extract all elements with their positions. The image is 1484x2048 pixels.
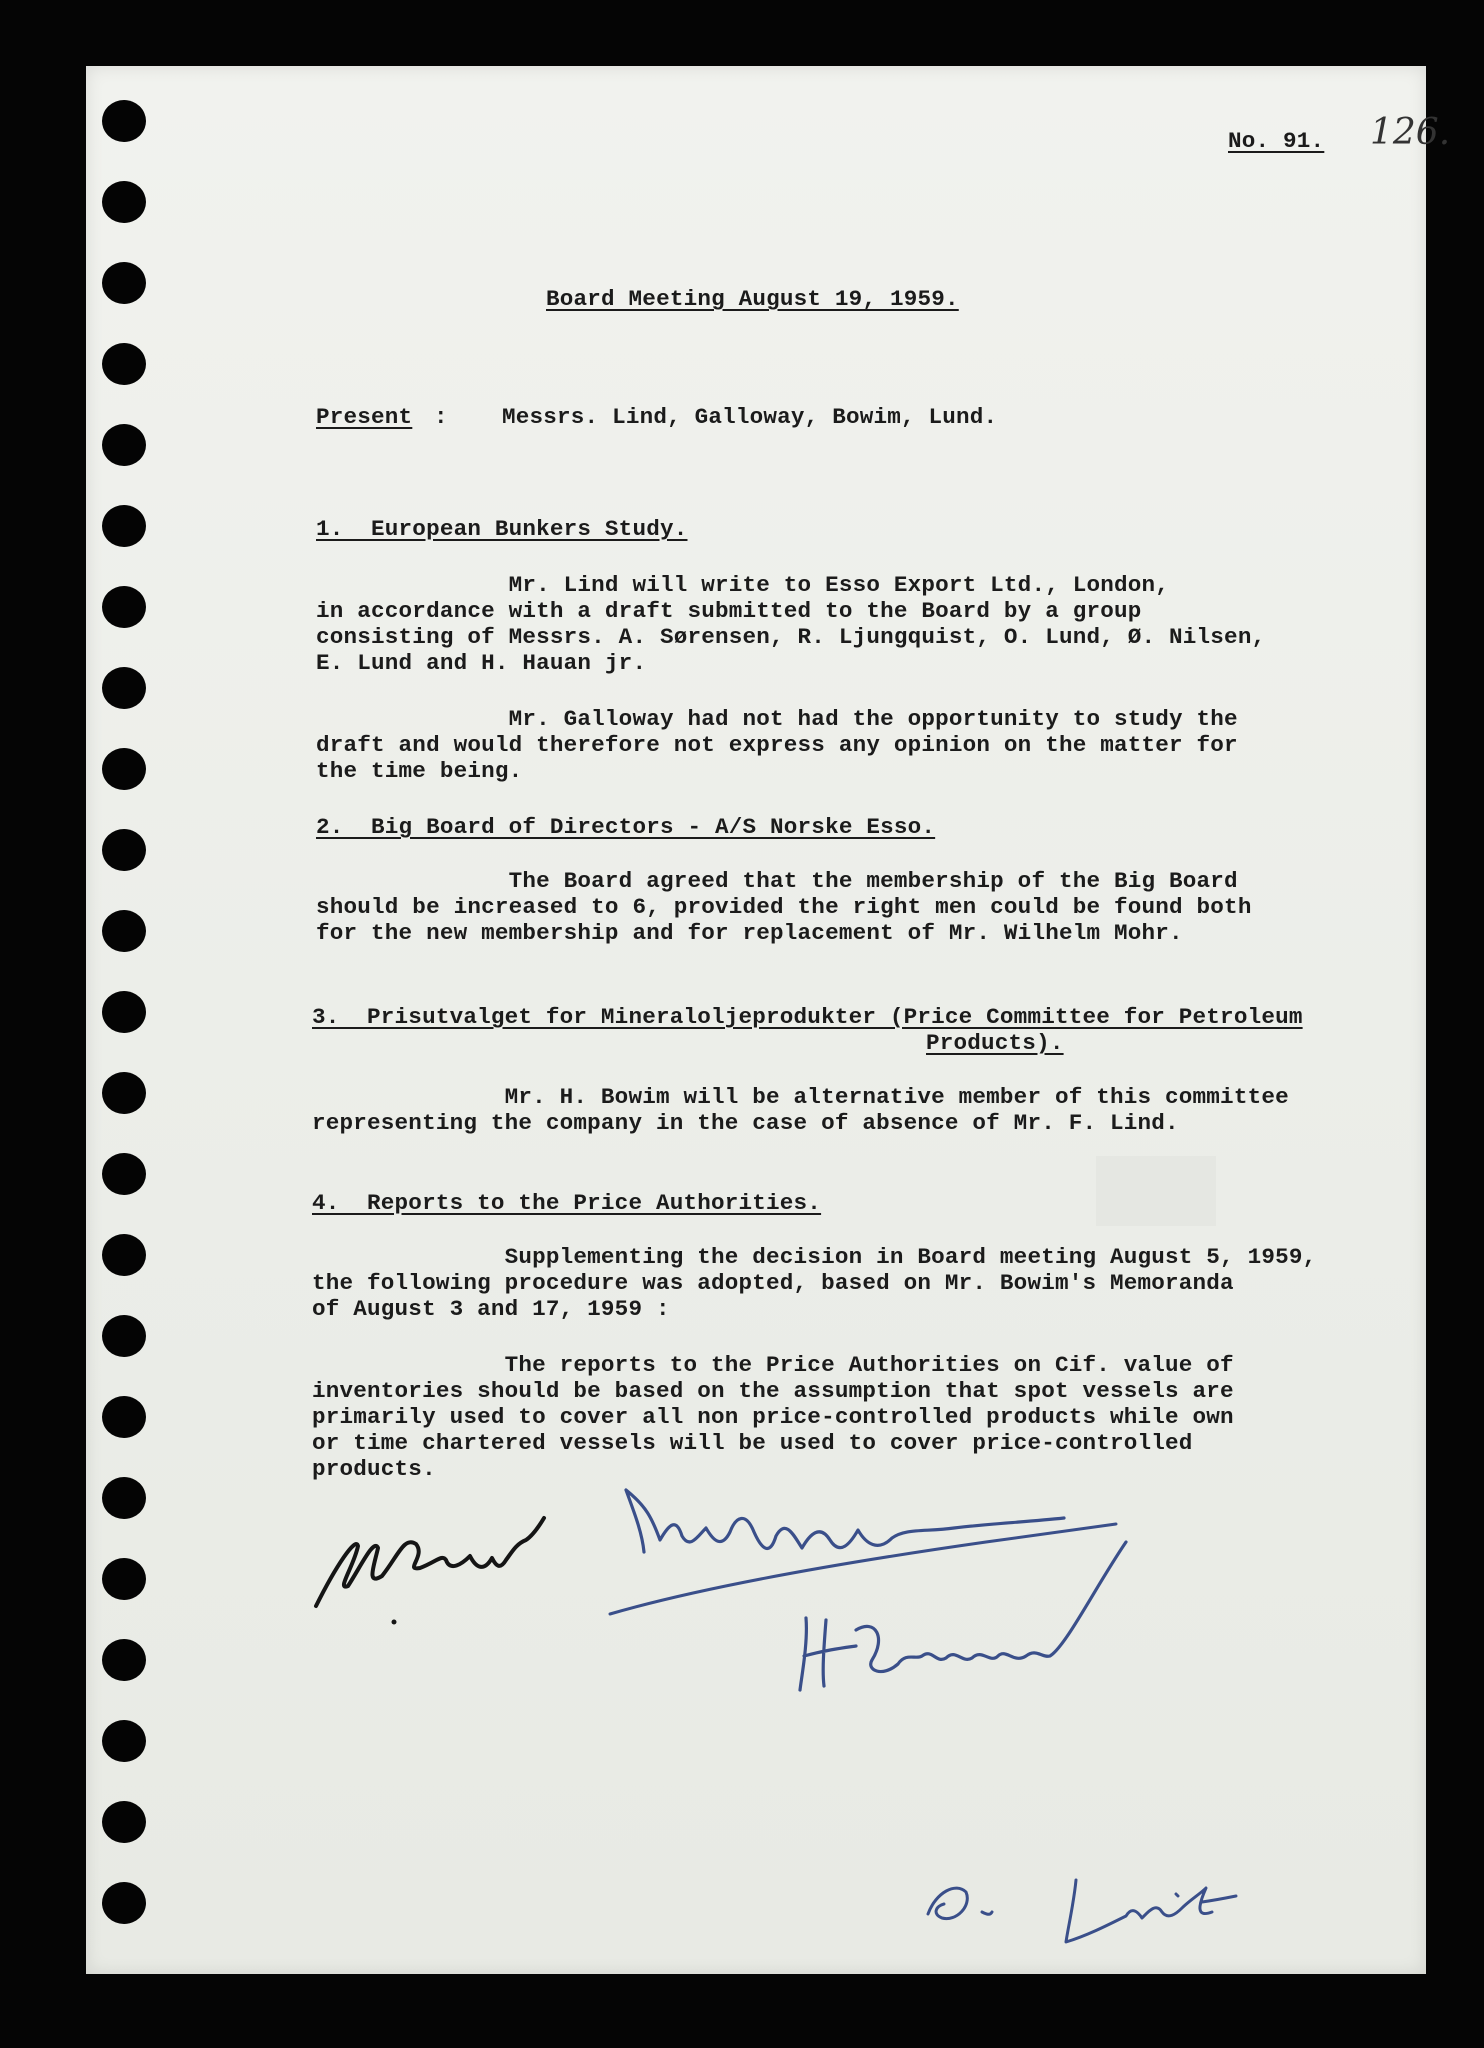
- present-names: Messrs. Lind, Galloway, Bowim, Lund.: [502, 404, 998, 430]
- section-1-para-1-line-1: Mr. Lind will write to Esso Export Ltd., London,: [316, 572, 1170, 598]
- section-1-heading: 1. European Bunkers Study.: [316, 516, 688, 542]
- section-1-para-1-line-4: E. Lund and H. Hauan jr.: [316, 650, 647, 676]
- section-3-heading: 3. Prisutvalget for Mineraloljeprodukter (Price Committee for Petroleum: [312, 1004, 1303, 1030]
- section-4-para-1-line-1: Supplementing the decision in Board meeting August 5, 1959,: [312, 1244, 1317, 1270]
- section-2-para-1-line-3: for the new membership and for replacement of Mr. Wilhelm Mohr.: [316, 920, 1183, 946]
- document-number: No. 91.: [1228, 128, 1325, 154]
- signature-o-lind: [86, 66, 1426, 1974]
- paper-blemish: [1096, 1156, 1216, 1226]
- section-3-heading-continued: Products).: [926, 1030, 1064, 1056]
- section-1-para-2-line-2: draft and would therefore not express any opinion on the matter for: [316, 732, 1238, 758]
- section-3-para-1-line-2: representing the company in the case of absence of Mr. F. Lind.: [312, 1110, 1179, 1136]
- section-3-para-1-line-1: Mr. H. Bowim will be alternative member of this committee: [312, 1084, 1289, 1110]
- section-4-para-2-line-2: inventories should be based on the assumption that spot vessels are: [312, 1378, 1234, 1404]
- meeting-title: Board Meeting August 19, 1959.: [546, 286, 959, 312]
- section-1-para-2-line-1: Mr. Galloway had not had the opportunity to study the: [316, 706, 1238, 732]
- present-label: Present: [316, 404, 413, 430]
- section-4-para-1-line-3: of August 3 and 17, 1959 :: [312, 1296, 670, 1322]
- section-4-heading: 4. Reports to the Price Authorities.: [312, 1190, 822, 1216]
- section-4-para-2-line-3: primarily used to cover all non price-controlled products while own: [312, 1404, 1234, 1430]
- handwritten-page-number: 126.: [1370, 112, 1451, 153]
- section-4-para-2-line-4: or time chartered vessels will be used to cover price-controlled: [312, 1430, 1193, 1456]
- section-2-para-1-line-2: should be increased to 6, provided the right men could be found both: [316, 894, 1252, 920]
- present-separator: :: [434, 404, 448, 430]
- document-page: [86, 66, 1451, 1974]
- section-1-para-1-line-2: in accordance with a draft submitted to the Board by a group: [316, 598, 1142, 624]
- section-4-para-2-line-1: The reports to the Price Authorities on Cif. value of: [312, 1352, 1234, 1378]
- section-1-para-1-line-3: consisting of Messrs. A. Sørensen, R. Ljungquist, O. Lund, Ø. Nilsen,: [316, 624, 1266, 650]
- section-1-para-2-line-3: the time being.: [316, 758, 523, 784]
- section-2-para-1-line-1: The Board agreed that the membership of the Big Board: [316, 868, 1238, 894]
- section-4-para-2-line-5: products.: [312, 1456, 436, 1482]
- section-4-para-1-line-2: the following procedure was adopted, based on Mr. Bowim's Memoranda: [312, 1270, 1234, 1296]
- section-2-heading: 2. Big Board of Directors - A/S Norske Esso.: [316, 814, 936, 840]
